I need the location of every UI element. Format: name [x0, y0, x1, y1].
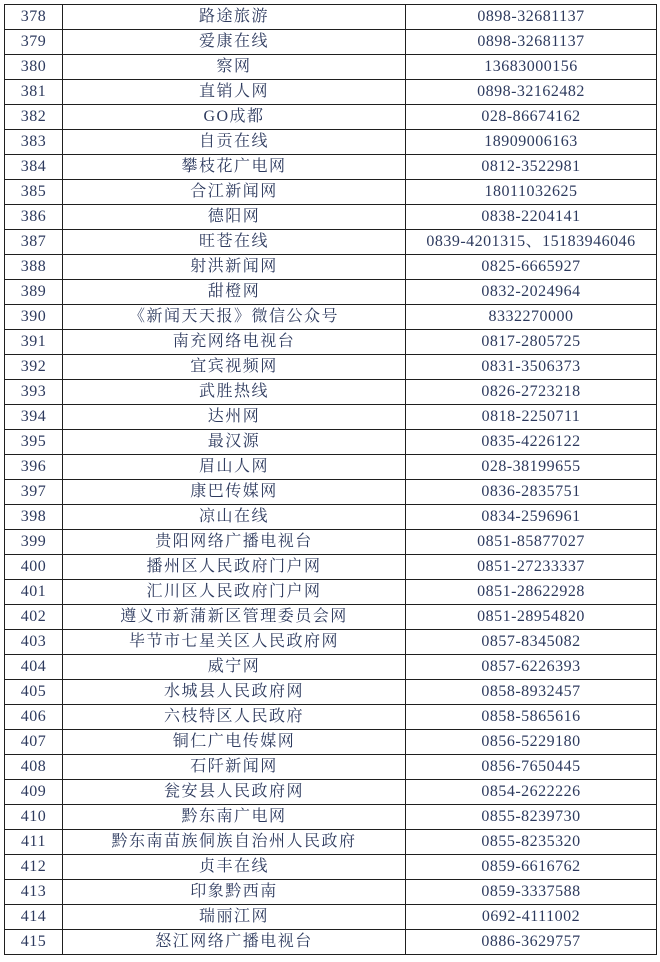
table-row [5, 805, 657, 830]
phone-number-cell: 8332270000 [406, 305, 657, 330]
site-name-cell: 达州网 [63, 405, 406, 430]
table-row [5, 380, 657, 405]
row-number-cell: 382 [5, 105, 63, 130]
phone-number-cell: 0858-5865616 [406, 705, 657, 730]
row-number-cell: 399 [5, 530, 63, 555]
row-number-cell: 398 [5, 505, 63, 530]
table-row [5, 880, 657, 905]
table-row [5, 130, 657, 155]
table-row [5, 780, 657, 805]
site-name-cell: 凉山在线 [63, 505, 406, 530]
row-number-cell: 379 [5, 30, 63, 55]
phone-number-cell: 0839-4201315、15183946046 [406, 230, 657, 255]
site-name-cell: GO成都 [63, 105, 406, 130]
phone-number-cell: 0898-32162482 [406, 80, 657, 105]
site-name-cell: 六枝特区人民政府 [63, 705, 406, 730]
phone-number-cell: 028-86674162 [406, 105, 657, 130]
media-phone-directory-table [4, 4, 657, 955]
phone-number-cell: 0886-3629757 [406, 930, 657, 955]
row-number-cell: 380 [5, 55, 63, 80]
table-row [5, 355, 657, 380]
table-row [5, 55, 657, 80]
table-row [5, 555, 657, 580]
phone-number-cell: 0818-2250711 [406, 405, 657, 430]
phone-number-cell: 0857-6226393 [406, 655, 657, 680]
row-number-cell: 381 [5, 80, 63, 105]
row-number-cell: 406 [5, 705, 63, 730]
table-row [5, 5, 657, 30]
phone-number-cell: 0855-8239730 [406, 805, 657, 830]
row-number-cell: 402 [5, 605, 63, 630]
table-row [5, 730, 657, 755]
table-row [5, 680, 657, 705]
phone-number-cell: 028-38199655 [406, 455, 657, 480]
phone-number-cell: 0858-8932457 [406, 680, 657, 705]
site-name-cell: 甜橙网 [63, 280, 406, 305]
phone-number-cell: 0692-4111002 [406, 905, 657, 930]
table-row [5, 580, 657, 605]
phone-number-cell: 0856-5229180 [406, 730, 657, 755]
phone-number-cell: 18011032625 [406, 180, 657, 205]
site-name-cell: 路途旅游 [63, 5, 406, 30]
table-row [5, 330, 657, 355]
site-name-cell: 瑞丽江网 [63, 905, 406, 930]
phone-number-cell: 0817-2805725 [406, 330, 657, 355]
table-row [5, 455, 657, 480]
row-number-cell: 401 [5, 580, 63, 605]
site-name-cell: 汇川区人民政府门户网 [63, 580, 406, 605]
table-row [5, 830, 657, 855]
row-number-cell: 412 [5, 855, 63, 880]
table-row [5, 105, 657, 130]
site-name-cell: 宜宾视频网 [63, 355, 406, 380]
row-number-cell: 397 [5, 480, 63, 505]
row-number-cell: 383 [5, 130, 63, 155]
phone-number-cell: 0851-27233337 [406, 555, 657, 580]
row-number-cell: 389 [5, 280, 63, 305]
table-row [5, 305, 657, 330]
row-number-cell: 391 [5, 330, 63, 355]
site-name-cell: 威宁网 [63, 655, 406, 680]
phone-number-cell: 0851-28954820 [406, 605, 657, 630]
row-number-cell: 378 [5, 5, 63, 30]
site-name-cell: 自贡在线 [63, 130, 406, 155]
site-name-cell: 石阡新闻网 [63, 755, 406, 780]
site-name-cell: 遵义市新蒲新区管理委员会网 [63, 605, 406, 630]
row-number-cell: 385 [5, 180, 63, 205]
phone-number-cell: 18909006163 [406, 130, 657, 155]
row-number-cell: 411 [5, 830, 63, 855]
site-name-cell: 黔东南广电网 [63, 805, 406, 830]
phone-number-cell: 0859-3337588 [406, 880, 657, 905]
row-number-cell: 387 [5, 230, 63, 255]
table-row [5, 755, 657, 780]
phone-number-cell: 0851-28622928 [406, 580, 657, 605]
row-number-cell: 404 [5, 655, 63, 680]
site-name-cell: 瓮安县人民政府网 [63, 780, 406, 805]
site-name-cell: 德阳网 [63, 205, 406, 230]
site-name-cell: 康巴传媒网 [63, 480, 406, 505]
row-number-cell: 410 [5, 805, 63, 830]
phone-number-cell: 0825-6665927 [406, 255, 657, 280]
table-row [5, 255, 657, 280]
table-row [5, 155, 657, 180]
table-row [5, 930, 657, 955]
table-row [5, 655, 657, 680]
row-number-cell: 408 [5, 755, 63, 780]
site-name-cell: 最汉源 [63, 430, 406, 455]
site-name-cell: 南充网络电视台 [63, 330, 406, 355]
site-name-cell: 播州区人民政府门户网 [63, 555, 406, 580]
phone-number-cell: 0854-2622226 [406, 780, 657, 805]
phone-number-cell: 0855-8235320 [406, 830, 657, 855]
table-row [5, 480, 657, 505]
table-row [5, 230, 657, 255]
table-row [5, 905, 657, 930]
table-row [5, 605, 657, 630]
phone-number-cell: 0851-85877027 [406, 530, 657, 555]
phone-number-cell: 0898-32681137 [406, 30, 657, 55]
row-number-cell: 414 [5, 905, 63, 930]
phone-number-cell: 0838-2204141 [406, 205, 657, 230]
row-number-cell: 394 [5, 405, 63, 430]
row-number-cell: 400 [5, 555, 63, 580]
site-name-cell: 察网 [63, 55, 406, 80]
row-number-cell: 403 [5, 630, 63, 655]
table-row [5, 705, 657, 730]
phone-number-cell: 0834-2596961 [406, 505, 657, 530]
site-name-cell: 怒江网络广播电视台 [63, 930, 406, 955]
table-row [5, 280, 657, 305]
phone-number-cell: 0835-4226122 [406, 430, 657, 455]
row-number-cell: 390 [5, 305, 63, 330]
site-name-cell: 贞丰在线 [63, 855, 406, 880]
phone-number-cell: 0836-2835751 [406, 480, 657, 505]
site-name-cell: 旺苍在线 [63, 230, 406, 255]
site-name-cell: 黔东南苗族侗族自治州人民政府 [63, 830, 406, 855]
row-number-cell: 407 [5, 730, 63, 755]
row-number-cell: 405 [5, 680, 63, 705]
phone-number-cell: 0812-3522981 [406, 155, 657, 180]
phone-number-cell: 0832-2024964 [406, 280, 657, 305]
table-row [5, 30, 657, 55]
phone-number-cell: 0826-2723218 [406, 380, 657, 405]
phone-number-cell: 0856-7650445 [406, 755, 657, 780]
row-number-cell: 388 [5, 255, 63, 280]
site-name-cell: 武胜热线 [63, 380, 406, 405]
table-row [5, 430, 657, 455]
row-number-cell: 409 [5, 780, 63, 805]
site-name-cell: 毕节市七星关区人民政府网 [63, 630, 406, 655]
table-row [5, 505, 657, 530]
phone-number-cell: 13683000156 [406, 55, 657, 80]
phone-number-cell: 0898-32681137 [406, 5, 657, 30]
site-name-cell: 《新闻天天报》微信公众号 [63, 305, 406, 330]
row-number-cell: 392 [5, 355, 63, 380]
row-number-cell: 384 [5, 155, 63, 180]
table-row [5, 530, 657, 555]
table-row [5, 405, 657, 430]
table-row [5, 180, 657, 205]
site-name-cell: 眉山人网 [63, 455, 406, 480]
phone-number-cell: 0831-3506373 [406, 355, 657, 380]
table-row [5, 855, 657, 880]
phone-number-cell: 0859-6616762 [406, 855, 657, 880]
site-name-cell: 印象黔西南 [63, 880, 406, 905]
site-name-cell: 攀枝花广电网 [63, 155, 406, 180]
phone-number-cell: 0857-8345082 [406, 630, 657, 655]
row-number-cell: 396 [5, 455, 63, 480]
directory-table-body [5, 5, 657, 955]
site-name-cell: 水城县人民政府网 [63, 680, 406, 705]
row-number-cell: 413 [5, 880, 63, 905]
row-number-cell: 395 [5, 430, 63, 455]
row-number-cell: 415 [5, 930, 63, 955]
row-number-cell: 386 [5, 205, 63, 230]
table-row [5, 80, 657, 105]
site-name-cell: 直销人网 [63, 80, 406, 105]
site-name-cell: 合江新闻网 [63, 180, 406, 205]
site-name-cell: 爱康在线 [63, 30, 406, 55]
site-name-cell: 贵阳网络广播电视台 [63, 530, 406, 555]
table-row [5, 205, 657, 230]
row-number-cell: 393 [5, 380, 63, 405]
site-name-cell: 射洪新闻网 [63, 255, 406, 280]
table-row [5, 630, 657, 655]
site-name-cell: 铜仁广电传媒网 [63, 730, 406, 755]
